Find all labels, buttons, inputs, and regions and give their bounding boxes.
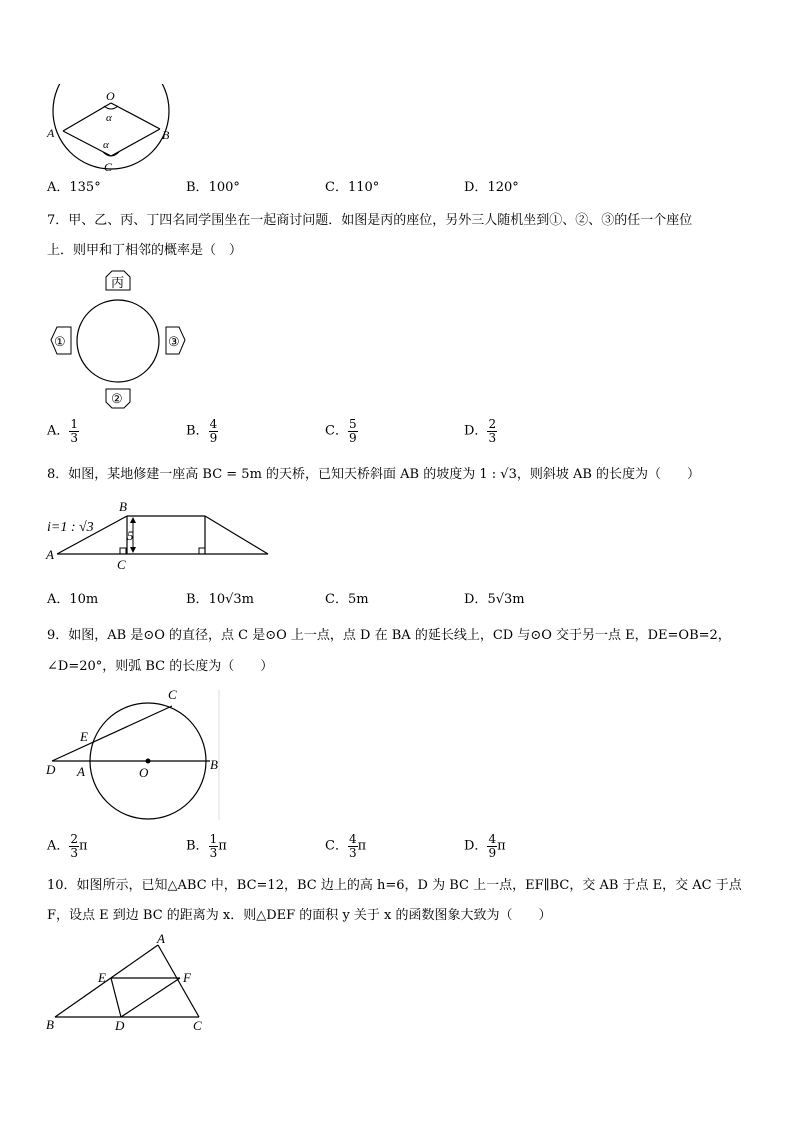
q7-seating-figure [45,268,195,413]
option-letter: A． [47,592,70,607]
option-letter: D． [464,423,488,439]
q7-seat-top-label: 丙 [111,275,125,290]
q9-option-c[interactable] [325,833,366,860]
q10-label-E: E [98,970,106,985]
option-letter: B． [186,592,209,607]
q8-right-angle-right [199,548,205,554]
option-fraction: $\frac{2}{3}$ [70,832,79,860]
q10-segment-ED [111,978,121,1017]
q7-option-c[interactable] [325,418,358,445]
option-fraction: $\frac{4}{3}$ [348,832,357,860]
option-letter: C． [325,180,348,195]
q9-label-O: O [139,765,149,780]
option-letter: D． [464,592,488,607]
q10-label-A: A [157,931,165,946]
q7-option-d[interactable] [464,418,497,445]
q8-question-line-1: 8．如图，某地修建一座高 BC = 5m 的天桥，已知天桥斜面 AB 的坡度为 1 : √3，则斜坡 AB 的长度为（ ） [47,467,701,482]
option-fraction: $\frac{1}{3}$ [209,832,218,860]
option-letter: C． [325,838,348,854]
pi-symbol: π [79,838,88,854]
option-letter: B． [186,180,209,195]
q6-option-a[interactable] [47,180,101,196]
q8-option-d[interactable] [464,592,525,608]
option-value: 120° [487,180,519,195]
option-fraction: $\frac{4}{9}$ [209,417,218,445]
option-letter: C． [325,592,348,607]
q9-question-line-1: 9．如图，AB 是⊙O 的直径，点 C 是⊙O 上一点，点 D 在 BA 的延长线上，CD 与⊙O 交于另一点 E，DE=OB=2， [47,628,731,643]
option-fraction: $\frac{4}{9}$ [488,832,497,860]
q7-question-line-2: 上．则甲和丁相邻的概率是（ ） [47,243,243,258]
q9-label-B: B [210,757,218,772]
q10-side-AC [158,945,199,1017]
q7-table-circle [77,300,159,382]
option-letter: B． [186,423,209,439]
q8-label-A: A [46,547,54,562]
q10-label-D: D [115,1018,125,1033]
q8-arrow-down [130,547,136,553]
pi-symbol: π [218,838,227,854]
q8-option-b[interactable] [186,592,254,608]
q9-question-line-2: ∠D=20°，则弧 BC 的长度为（ ） [47,659,274,674]
q9-label-D: D [46,762,56,777]
q6-option-d[interactable] [464,180,519,196]
q6-label-alpha-bottom: α [103,139,109,151]
option-letter: C． [325,423,348,439]
q8-slope-right [205,516,268,554]
q7-question-line-1: 7．甲、乙、丙、丁四名同学围坐在一起商讨问题．如图是丙的座位，另外三人随机坐到①、②、③的任一个座位 [47,213,693,228]
option-letter: A． [47,423,70,439]
q7-seat-left-label: ① [54,334,66,349]
q10-side-AB [55,945,158,1017]
q6-label-C: C [104,160,113,174]
q9-center-dot [146,759,151,764]
q8-label-B: B [119,499,127,514]
q10-label-B: B [46,1017,54,1032]
option-value: 110° [347,180,380,195]
option-fraction: $\frac{5}{9}$ [348,417,357,445]
q6-line-OA [63,103,111,131]
option-letter: A． [47,180,70,195]
pi-symbol: π [357,838,367,854]
q9-circle-figure [42,682,232,822]
option-value: 135° [69,180,101,195]
option-letter: D． [464,180,488,195]
q7-option-b[interactable] [186,418,218,445]
q9-label-E: E [80,729,88,744]
q8-label-C: C [117,557,126,572]
q8-height-label: 5 [127,528,134,543]
q10-triangle-figure [42,930,217,1035]
pi-symbol: π [497,838,506,854]
q6-circle-figure [40,84,180,174]
q9-label-A: A [77,764,85,779]
q8-option-c[interactable] [325,592,369,608]
option-fraction: $\frac{2}{3}$ [488,417,497,445]
option-value: 5√3m [487,592,525,607]
q6-option-c[interactable] [325,180,379,196]
q7-option-a[interactable] [47,418,79,445]
option-value: 5m [347,592,369,607]
option-letter: D． [464,838,488,854]
q8-bridge-figure [42,498,274,574]
q10-question-line-1: 10．如图所示，已知△ABC 中，BC=12，BC 边上的高 h=6，D 为 BC 上一点，EF∥BC，交 AB 于点 E，交 AC 于点 [47,878,742,893]
q9-option-b[interactable] [186,833,227,860]
q8-option-a[interactable] [47,592,98,608]
q6-label-O: O [106,89,115,103]
q10-label-C: C [193,1018,202,1033]
q10-question-line-2: F，设点 E 到边 BC 的距离为 x．则△DEF 的面积 y 关于 x 的函数图象大致为（ ） [47,908,552,923]
option-fraction: $\frac{1}{3}$ [70,417,79,445]
q7-seat-bottom-label: ② [111,391,123,406]
q6-label-A: A [47,126,55,140]
option-value: 10√3m [208,592,254,607]
q9-label-C: C [168,687,177,702]
q6-option-b[interactable] [186,180,240,196]
q8-right-angle-left [120,548,126,554]
q8-arrow-up [130,517,136,523]
q6-label-B: B [162,128,170,142]
q6-line-OB [111,103,160,129]
q9-option-d[interactable] [464,833,506,860]
q7-seat-right-label: ③ [168,334,180,349]
option-letter: B． [186,838,209,854]
option-letter: A． [47,838,70,854]
q6-label-alpha-top: α [106,112,112,124]
q9-line-DC [52,706,172,761]
q10-segment-FD [121,978,180,1017]
option-value: 10m [69,592,99,607]
q8-slope-label: i=1 : √3 [47,520,94,535]
q9-option-a[interactable] [47,833,88,860]
option-value: 100° [208,180,240,195]
q10-label-F: F [183,970,191,985]
